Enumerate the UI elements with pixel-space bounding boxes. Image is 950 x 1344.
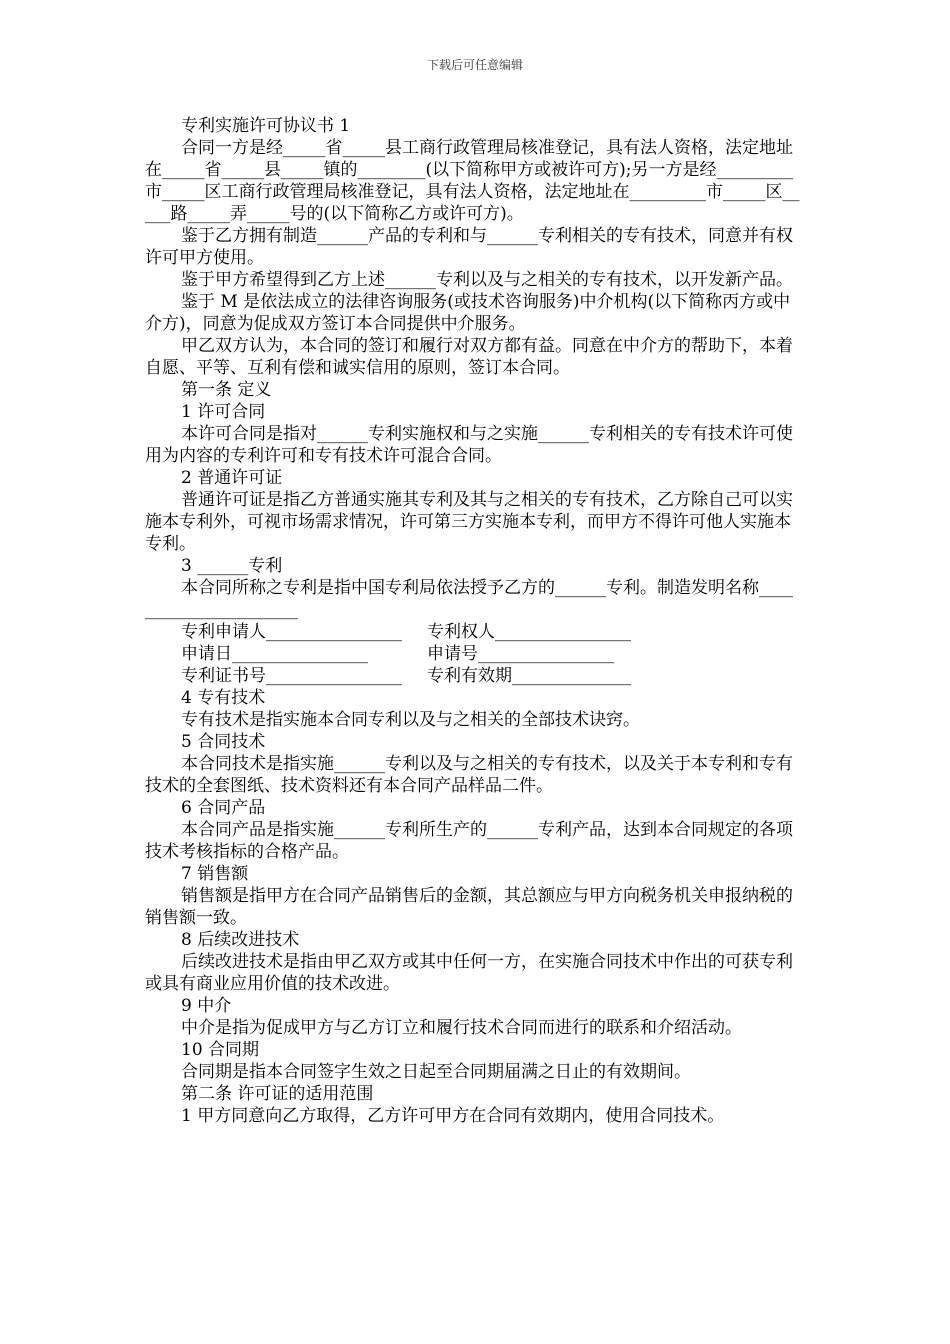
patent-applicant-field: 专利申请人________________ — [181, 622, 402, 642]
document-title: 专利实施许可协议书 1 — [181, 116, 351, 136]
paragraph: 销售额是指甲方在合同产品销售后的金额，其总额应与甲方向税务机关申报纳税的销售额一致。 — [145, 886, 793, 928]
section-heading: 9 中介 — [181, 996, 232, 1016]
patentee-field: 专利权人________________ — [427, 622, 631, 642]
paragraph: 鉴于甲方希望得到乙方上述______专利以及与之相关的专有技术，以开发新产品。 — [181, 270, 793, 290]
section-heading: 2 普通许可证 — [181, 468, 283, 488]
section-heading: 6 合同产品 — [181, 798, 266, 818]
article-heading: 第一条 定义 — [181, 380, 272, 400]
section-heading: 8 后续改进技术 — [181, 930, 300, 950]
paragraph: 甲乙双方认为，本合同的签订和履行对双方都有益。同意在中介方的帮助下，本着自愿、平等、互利有偿和诚实信用的原则，签订本合同。 — [145, 336, 793, 378]
application-number-field: 申请号________________ — [427, 644, 614, 664]
paragraph: 本合同产品是指实施______专利所生产的______专利产品，达到本合同规定的各项技术考核指标的合格产品。 — [145, 820, 793, 862]
patent-field-row — [145, 643, 801, 665]
paragraph: 专有技术是指实施本合同专利以及与之相关的全部技术诀窍。 — [181, 710, 640, 730]
application-date-field: 申请日________________ — [181, 644, 368, 664]
document-body — [145, 115, 801, 1127]
paragraph: 中介是指为促成甲方与乙方订立和履行技术合同而进行的联系和介绍活动。 — [181, 1018, 742, 1038]
paragraph: 普通许可证是指乙方普通实施其专利及其与之相关的专有技术，乙方除自己可以实施本专利外，可视市场需求情况，许可第三方实施本专利，而甲方不得许可他人实施本专利。 — [145, 490, 793, 554]
paragraph: 本合同技术是指实施______专利以及与之相关的专有技术，以及关于本专利和专有技术的全套图纸、技术资料还有本合同产品样品二件。 — [145, 754, 793, 796]
section-heading: 3 ______专利 — [181, 556, 283, 576]
validity-period-field: 专利有效期______________ — [427, 666, 631, 686]
patent-field-row — [145, 665, 801, 687]
section-heading: 4 专有技术 — [181, 688, 266, 708]
article-heading: 第二条 许可证的适用范围 — [181, 1084, 374, 1104]
section-heading: 1 许可合同 — [181, 402, 266, 422]
paragraph: 鉴于 M 是依法成立的法律咨询服务(或技术咨询服务)中介机构(以下简称丙方或中介方)，同意为促成双方签订本合同提供中介服务。 — [145, 292, 791, 334]
section-heading: 10 合同期 — [181, 1040, 260, 1060]
paragraph: 后续改进技术是指由甲乙双方或其中任何一方，在实施合同技术中作出的可获专利或具有商业应用价值的技术改进。 — [145, 952, 793, 994]
certificate-number-field: 专利证书号________________ — [181, 666, 402, 686]
paragraph: 合同期是指本合同签字生效之日起至合同期届满之日止的有效期间。 — [181, 1062, 691, 1082]
page-header-note: 下载后可任意编辑 — [426, 58, 523, 72]
paragraph: 1 甲方同意向乙方取得，乙方许可甲方在合同有效期内，使用合同技术。 — [181, 1106, 725, 1126]
patent-field-row — [145, 621, 801, 643]
paragraph: 鉴于乙方拥有制造______产品的专利和与______专利相关的专有技术，同意并有权许可甲方使用。 — [145, 226, 793, 268]
section-heading: 5 合同技术 — [181, 732, 266, 752]
paragraph: 合同一方是经_____省_____县工商行政管理局核准登记，具有法人资格，法定地址在_____省_____县_____镇的________(以下简称甲方或被许可方);另一方是经_________市_____区工商行政管理局核准登记，具有法人资格，法定地址在_________市_____区_____路_____弄_____号的(以下简称乙方或许可方)。 — [145, 138, 800, 224]
paragraph: 本许可合同是指对______专利实施权和与之实施______专利相关的专有技术许可使用为内容的专利许可和专有技术许可混合合同。 — [145, 424, 793, 466]
section-heading: 7 销售额 — [181, 864, 249, 884]
paragraph: 本合同所称之专利是指中国专利局依法授予乙方的______专利。制造发明名称______________________ — [145, 578, 793, 620]
